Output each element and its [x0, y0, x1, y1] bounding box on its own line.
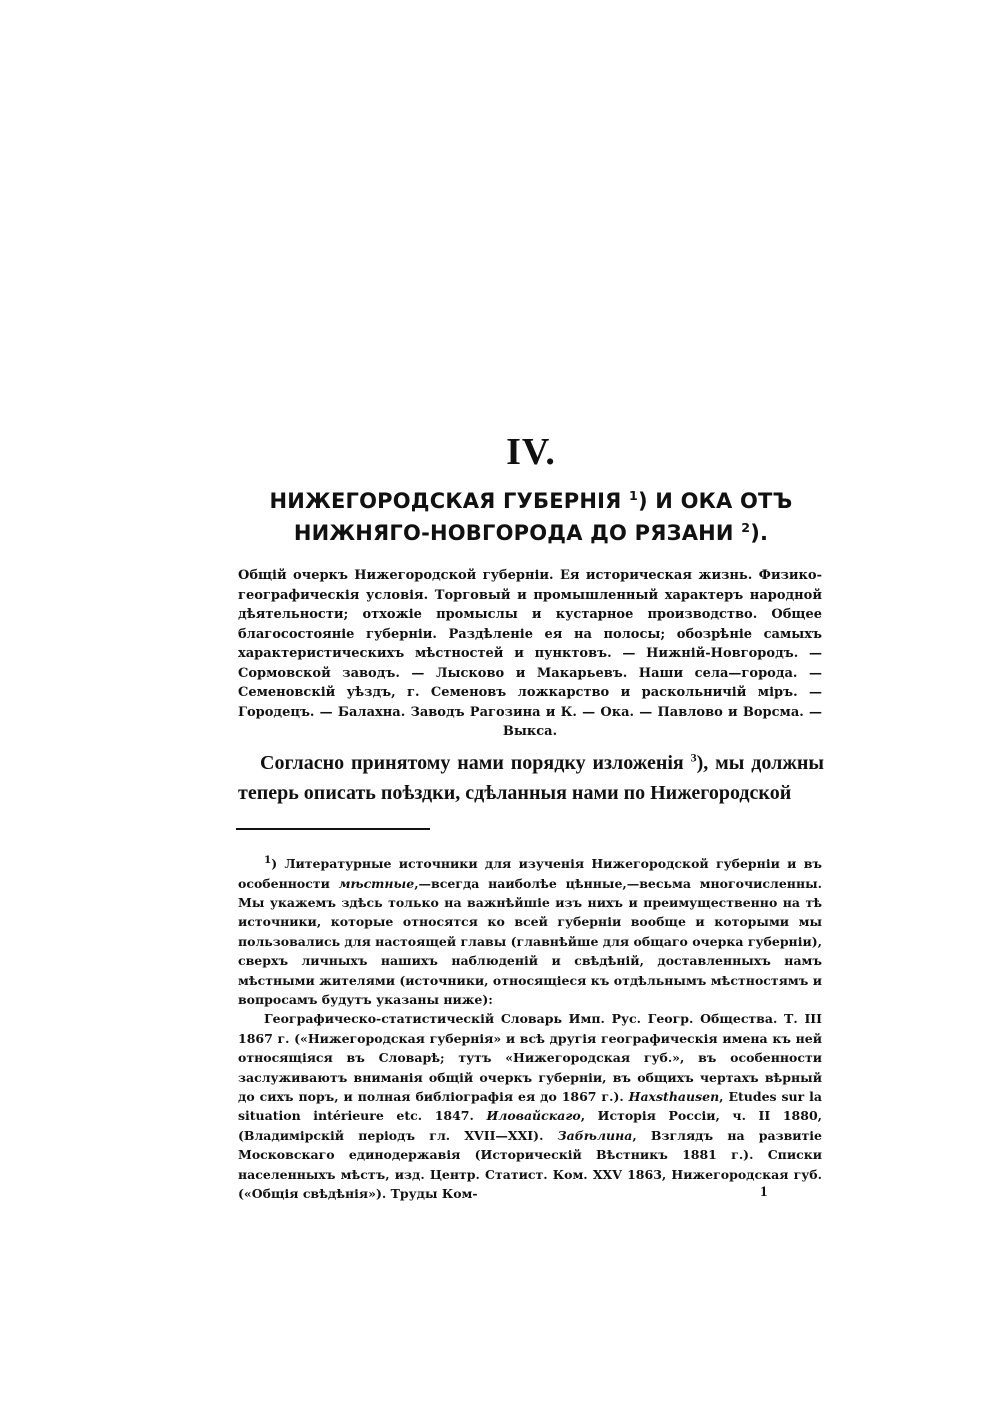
footnote-2-author-3: Забѣлина	[557, 1127, 633, 1143]
footnote-1-text-a: ) Литературные источники для изученія Нижегородской губерніи и въ особенности	[238, 856, 822, 891]
footnotes	[238, 851, 822, 1203]
footnote-2-text-b: , Etudes sur la situation intérieure etc. 1847.	[238, 1089, 822, 1124]
body-paragraph	[238, 748, 824, 808]
footnote-ref-1: 1	[629, 488, 638, 503]
footnote-2-text-d: , Взглядъ на развитіе Московскаго единодержавія (Историческій Вѣстникъ 1881 г.). Списки населенныхъ мѣстъ, изд. Центр. Статист. Ком. XXV 1863, Нижегородская губ. («Общія свѣдѣнія»). Труды Ком-	[238, 1127, 822, 1202]
body-text-part1: Согласно принятому нами порядку изложенія	[260, 752, 691, 774]
footnote-1-marker: 1	[264, 854, 272, 866]
footnote-1-emphasis: мѣстные	[338, 875, 415, 891]
chapter-number: IV.	[506, 431, 556, 473]
footnote-1-continued	[238, 1009, 822, 1203]
footnote-2-text-a: Географическо-статистическій Словарь Имп. Рус. Геогр. Общества. Т. III 1867 г. («Нижегородская губернія» и всѣ другія географическія имена къ ней относящіяся въ Словарѣ; тутъ «Нижегородская губ.», въ особенности заслуживаютъ вниманія общій очеркъ губерніи, въ общихъ чертахъ вѣрный до сихъ поръ, и полная библіографія ея до 1867 г.).	[238, 1011, 822, 1105]
footnote-1-text-b: ,—всегда наиболѣе цѣнные,—весьма многочисленны. Мы укажемъ здѣсь только на важнѣйшіе изъ нихъ и преимущественно на тѣ источники, которые относятся ко всей губерніи вообще и которыми мы пользовались для настоящей главы (главнѣйше для общаго очерка губерніи), сверхъ личныхъ нашихъ наблюденій и свѣдѣній, доставленныхъ намъ мѣстными жителями (источники, относящіеся къ отдѣльнымъ мѣстностямъ и вопросамъ будутъ указаны ниже):	[238, 875, 822, 1007]
footnote-1	[238, 851, 822, 1009]
chapter-summary: Общій очеркъ Нижегородской губерніи. Ея историческая жизнь. Физико-географическія условія. Торговый и промышленный характеръ народной дѣятельности; отхожіе промыслы и кустарное производство. Общее благосостояніе губерніи. Раздѣленіе ея на полосы; обозрѣніе самыхъ характеристическихъ мѣстностей и пунктовъ. — Нижній-Новгородъ. — Сормовской заводъ. — Лысково и Макарьевъ. Наши села—города. — Семеновскій уѣздъ, г. Семеновъ ложкарство и раскольничій міръ. — Городецъ. — Балахна. Заводъ Рагозина и К. — Ока. — Павлово и Ворсма. — Выкса.	[238, 568, 822, 739]
footnote-ref-2: 2	[741, 520, 751, 535]
page-number: 1	[760, 1184, 768, 1200]
footnote-divider	[236, 828, 430, 830]
chapter-title-part2: ) И ОКА ОТЪ НИЖНЯГО-НОВГОРОДА ДО РЯЗАНИ	[293, 489, 793, 545]
footnote-2-text-c: , Исторія Россіи, ч. II 1880, (Владимірскій періодъ гл. XVII—XXI).	[238, 1108, 822, 1143]
chapter-title	[236, 485, 826, 549]
footnote-ref-3: 3	[690, 750, 697, 765]
footnote-2-author-1: Haxsthausen	[628, 1089, 720, 1105]
chapter-title-part1: НИЖЕГОРОДСКАЯ ГУБЕРНІЯ	[269, 489, 630, 513]
footnote-2-author-2: Иловайскаго	[486, 1108, 581, 1124]
body-text-part2: ), мы должны теперь описать поѣздки, сдѣланныя нами по Нижегородской	[238, 752, 824, 804]
chapter-title-part3: ).	[750, 521, 769, 545]
